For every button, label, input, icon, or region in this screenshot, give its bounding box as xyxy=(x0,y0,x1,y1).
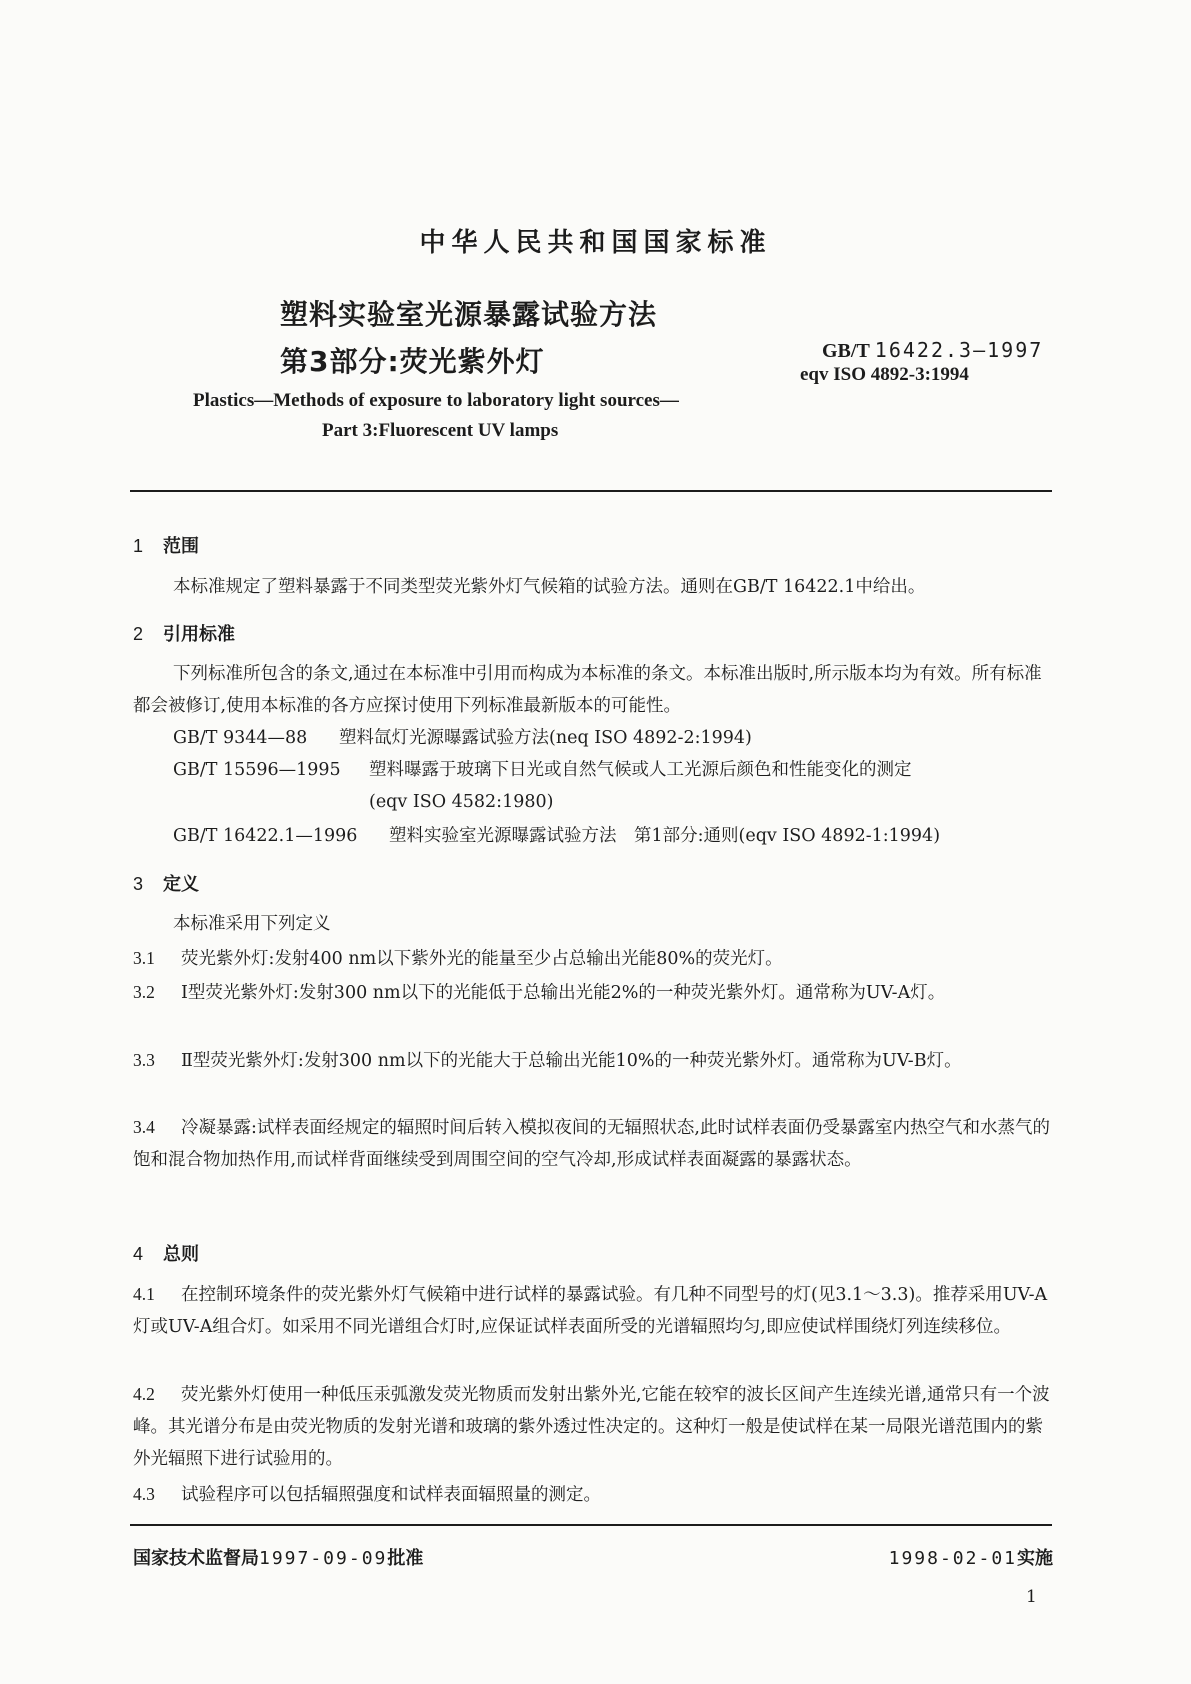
reference-code: GB/T 15596—1995 xyxy=(173,760,341,780)
clause-4-2 xyxy=(133,1378,1053,1475)
clause-text: Ⅱ型荧光紫外灯:发射300 nm以下的光能大于总输出光能10%的一种荧光紫外灯。通常称为UV-B灯。 xyxy=(181,1051,962,1071)
clause-text: 荧光紫外灯:发射400 nm以下紫外光的能量至少占总输出光能80%的荧光灯。 xyxy=(181,949,783,969)
section-number: 1 xyxy=(133,536,144,556)
footer-divider xyxy=(130,1524,1052,1526)
national-standard-label: 中华人民共和国国家标准 xyxy=(419,228,772,258)
clause-3-1 xyxy=(133,942,1053,975)
title-en-line1: Plastics—Methods of exposure to laboratory light sources— xyxy=(193,390,679,411)
reference-title: 塑料实验室光源曝露试验方法 第1部分:通则(eqv ISO 4892-1:1994) xyxy=(389,826,941,846)
section-number: 4 xyxy=(133,1244,144,1264)
clause-text: 荧光紫外灯使用一种低压汞弧激发荧光物质而发射出紫外光,它能在较窄的波长区间产生连续光谱,通常只有一个波峰。其光谱分布是由荧光物质的发射光谱和玻璃的紫外透过性决定的。这种灯一般是使试样在某一局限光谱范围内的紫外光辐照下进行试验用的。 xyxy=(133,1385,1050,1469)
clause-3-4 xyxy=(133,1111,1053,1176)
clause-number: 4.2 xyxy=(133,1384,155,1404)
standard-equivalence: eqv ISO 4892-3:1994 xyxy=(800,364,969,385)
standard-code-number: 16422.3—1997 xyxy=(874,338,1044,362)
section-heading-1 xyxy=(133,532,199,558)
effective-line xyxy=(889,1544,1053,1570)
effective-date: 1998-02-01 xyxy=(888,1548,1017,1569)
standard-number xyxy=(822,338,1043,363)
section-3-intro: 本标准采用下列定义 xyxy=(173,914,331,934)
title-cn-line1: 塑料实验室光源暴露试验方法 xyxy=(280,298,658,331)
clause-text: Ⅰ型荧光紫外灯:发射300 nm以下的光能低于总输出光能2%的一种荧光紫外灯。通常称为UV-A灯。 xyxy=(181,983,946,1003)
reference-code: GB/T 9344—88 xyxy=(173,728,308,748)
clause-text: 冷凝暴露:试样表面经规定的辐照时间后转入模拟夜间的无辐照状态,此时试样表面仍受暴露室内热空气和水蒸气的饱和混合物加热作用,而试样背面继续受到周围空间的空气冷却,形成试样表面凝露的暴露状态。 xyxy=(133,1118,1050,1170)
standard-code-prefix: GB/T xyxy=(822,340,870,362)
approval-date: 1997-09-09 xyxy=(259,1548,388,1569)
section-title: 引用标准 xyxy=(163,624,235,645)
clause-number: 3.3 xyxy=(133,1050,155,1070)
clause-number: 3.1 xyxy=(133,948,155,968)
reference-item xyxy=(173,754,912,786)
section-2-text: 下列标准所包含的条文,通过在本标准中引用而构成为本标准的条文。本标准出版时,所示版本均为有效。所有标准都会被修订,使用本标准的各方应探讨使用下列标准最新版本的可能性。 xyxy=(133,664,1042,716)
section-heading-3 xyxy=(133,870,199,896)
section-title: 定义 xyxy=(163,874,199,895)
clause-4-1 xyxy=(133,1278,1053,1343)
approval-org: 国家技术监督局 xyxy=(133,1548,259,1569)
clause-number: 4.1 xyxy=(133,1284,155,1304)
approval-line xyxy=(133,1544,423,1570)
section-title: 总则 xyxy=(163,1244,199,1265)
reference-title: 塑料曝露于玻璃下日光或自然气候或人工光源后颜色和性能变化的测定 xyxy=(369,760,912,780)
clause-3-3 xyxy=(133,1044,1053,1077)
title-cn-line2: 第3部分:荧光紫外灯 xyxy=(280,345,545,378)
section-number: 3 xyxy=(133,874,144,894)
approval-suffix: 批准 xyxy=(387,1548,424,1569)
reference-item xyxy=(173,820,940,852)
clause-3-2 xyxy=(133,976,1053,1009)
clause-number: 3.4 xyxy=(133,1117,155,1137)
reference-item xyxy=(173,722,752,754)
clause-4-3 xyxy=(133,1478,1053,1511)
clause-number: 3.2 xyxy=(133,982,155,1002)
header-divider xyxy=(130,490,1052,492)
section-title: 范围 xyxy=(163,536,199,557)
section-heading-2 xyxy=(133,620,235,646)
reference-code: GB/T 16422.1—1996 xyxy=(173,826,358,846)
section-number: 2 xyxy=(133,624,144,644)
clause-text: 试验程序可以包括辐照强度和试样表面辐照量的测定。 xyxy=(181,1485,601,1505)
section-heading-4 xyxy=(133,1240,199,1266)
clause-text: 在控制环境条件的荧光紫外灯气候箱中进行试样的暴露试验。有几种不同型号的灯(见3.1～3.3)。推荐采用UV-A灯或UV-A组合灯。如采用不同光谱组合灯时,应保证试样表面所受的光谱辐照均匀,即应使试样围绕灯列连续移位。 xyxy=(133,1285,1048,1337)
reference-continuation: (eqv ISO 4582:1980) xyxy=(369,792,554,812)
title-en-line2: Part 3:Fluorescent UV lamps xyxy=(322,420,559,441)
reference-title: 塑料氙灯光源曝露试验方法(neq ISO 4892-2:1994) xyxy=(339,728,752,748)
page-number: 1 xyxy=(1026,1587,1037,1607)
clause-number: 4.3 xyxy=(133,1484,155,1504)
effective-suffix: 实施 xyxy=(1017,1548,1053,1569)
section-1-text: 本标准规定了塑料暴露于不同类型荧光紫外灯气候箱的试验方法。通则在GB/T 16422.1中给出。 xyxy=(173,577,926,597)
